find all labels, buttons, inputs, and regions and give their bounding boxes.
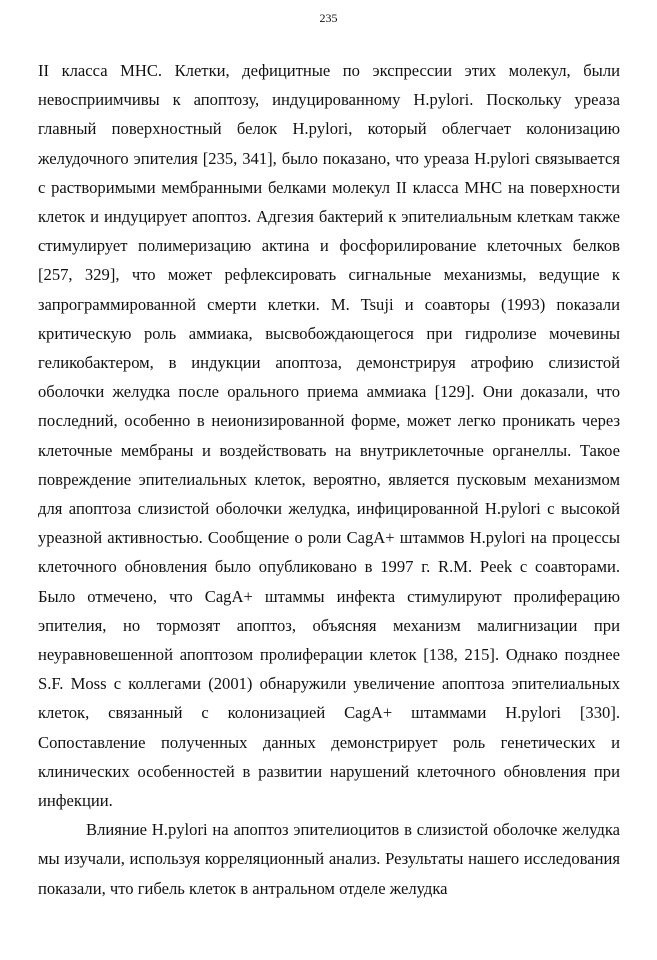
paragraph-2: Влияние H.pylori на апоптоз эпителиоцитов в слизистой оболочке желудка мы изучали, используя корреляционный анализ. Результаты нашего исследования показали, что гибель клеток в антральном отделе желудка: [38, 820, 620, 898]
document-body: [38, 56, 620, 903]
paragraph-1: II класса МНС. Клетки, дефицитные по экспрессии этих молекул, были невосприимчивы к апоптозу, индуцированному H.pylori. Поскольку уреаза главный поверхностный белок H.pylori, который облегчает колонизацию желудочного эпителия [235, 341], было показано, что уреаза H.pylori связывается с растворимыми мембранными белками молекул II класса МНС на поверхности клеток и индуцирует апоптоз. Адгезия бактерий к эпителиальным клеткам также стимулирует полимеризацию актина и фосфорилирование клеточных белков [257, 329], что может рефлексировать сигнальные механизмы, ведущие к запрограммированной смерти клетки. M. Tsuji и соавторы (1993) показали критическую роль аммиака, высвобождающегося при гидролизе мочевины геликобактером, в индукции апоптоза, демонстрируя атрофию слизистой оболочки желудка после орального приема аммиака [129]. Они доказали, что последний, особенно в неионизированной форме, может легко проникать через клеточные мембраны и воздействовать на внутриклеточные органеллы. Такое повреждение эпителиальных клеток, вероятно, является пусковым механизмом для апоптоза слизистой оболочки желудка, инфицированной H.pylori с высокой уреазной активностью. Сообщение о роли CagA+ штаммов H.pylori на процессы клеточного обновления было опубликовано в 1997 г. R.M. Peek с соавторами. Было отмечено, что CagA+ штаммы инфекта стимулируют пролиферацию эпителия, но тормозят апоптоз, объясняя механизм малигнизации при неуравновешенной апоптозом пролиферации клеток [138, 215]. Однако позднее S.F. Moss с коллегами (2001) обнаружили увеличение апоптоза эпителиальных клеток, связанный с колонизацией CagA+ штаммами H.pylori [330]. Сопоставление полученных данных демонстрирует роль генетических и клинических особенностей в развитии нарушений клеточного обновления при инфекции.: [38, 61, 620, 811]
page-number: 235: [319, 11, 338, 25]
